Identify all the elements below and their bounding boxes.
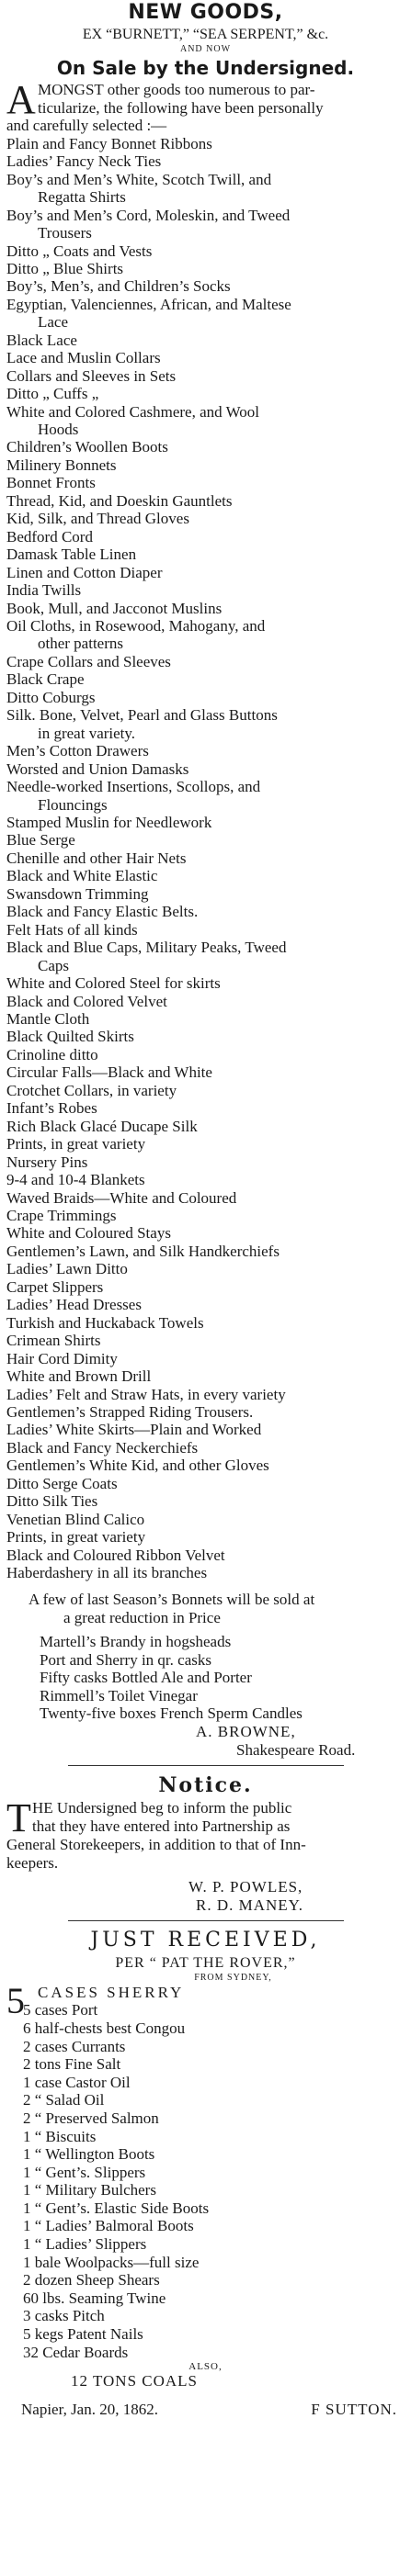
also-line: ALSO, xyxy=(188,2361,223,2373)
goods-list-item: 9-4 and 10-4 Blankets xyxy=(6,1171,145,1189)
notice-signers xyxy=(6,1878,405,1915)
goods-list-item: Black and Blue Caps, Military Peaks, Tweed xyxy=(6,939,287,957)
goods-list-item: Infant’s Robes xyxy=(6,1099,97,1118)
bonnets-notice-line: A few of last Season’s Bonnets will be sold at xyxy=(29,1591,315,1609)
goods-list-item: Worsted and Union Damasks xyxy=(6,759,189,778)
cargo-item: 2 tons Fine Salt xyxy=(23,2055,121,2074)
goods-list-item: Blue Serge xyxy=(6,831,75,849)
cargo-list xyxy=(6,1979,405,2361)
goods-list-item: Ladies’ Head Dresses xyxy=(6,1296,142,1314)
goods-list-item: Gentlemen’s White Kid, and other Gloves xyxy=(6,1457,269,1475)
drop-cap-5: 5 xyxy=(6,1979,25,2021)
goods-list-item: Stamped Muslin for Needlework xyxy=(6,814,212,831)
goods-list-continuation: Hoods xyxy=(38,421,79,439)
goods-list-item: Ladies’ White Skirts—Plain and Worked xyxy=(6,1421,262,1439)
cargo-item: 1 “ Military Bulchers xyxy=(23,2181,156,2199)
notice-line: keepers. xyxy=(6,1853,59,1872)
goods-list-item: Kid, Silk, and Thread Gloves xyxy=(6,510,189,528)
signer-name: F SUTTON. xyxy=(311,2400,397,2418)
intro-line: and carefully selected :— xyxy=(6,117,167,135)
goods-list-item: Crotchet Collars, in variety xyxy=(6,1081,177,1099)
goods-list-item: Turkish and Huckaback Towels xyxy=(6,1313,204,1332)
section-divider xyxy=(68,1920,344,1921)
intro-lines xyxy=(6,77,405,135)
newspaper-advertisement-column xyxy=(6,0,405,2576)
signer-name: A. BROWNE, xyxy=(196,1722,296,1740)
cargo-item: 1 case Castor Oil xyxy=(23,2073,131,2091)
cargo-item: 1 “ Ladies’ Slippers xyxy=(23,2235,147,2254)
goods-list-item: Collars and Sleeves in Sets xyxy=(6,366,177,385)
coals-line-wrap xyxy=(6,2372,405,2390)
goods-list-item: Milinery Bonnets xyxy=(6,456,117,474)
goods-list-item: Chenille and other Hair Nets xyxy=(6,849,187,867)
drop-cap-a: A xyxy=(6,77,36,122)
notice-heading: Notice. xyxy=(158,1772,253,1797)
goods-list-item: Crimean Shirts xyxy=(6,1332,101,1350)
cargo-lead-line: CASES SHERRY xyxy=(38,1983,185,2001)
coals-line: 12 TONS COALS xyxy=(71,2372,199,2390)
goods-list-item: Ladies’ Fancy Neck Ties xyxy=(6,152,162,171)
goods-list-item: Men’s Cotton Drawers xyxy=(6,742,149,760)
goods-list-item: Children’s Woollen Boots xyxy=(6,438,168,456)
goods-list-item: Bonnet Fronts xyxy=(6,474,96,492)
signer-name: R. D. MANEY. xyxy=(196,1895,304,1914)
goods-list-item: Carpet Slippers xyxy=(6,1277,104,1296)
on-sale-heading: On Sale by the Undersigned. xyxy=(56,57,355,79)
from-line: FROM SYDNEY, xyxy=(194,1972,272,1983)
goods-list-continuation: Lace xyxy=(38,313,69,332)
goods-list-item: Black Quilted Skirts xyxy=(6,1028,134,1046)
notice-line: HE Undersigned beg to inform the public xyxy=(32,1798,292,1817)
goods-list-item: Ditto „ Blue Shirts xyxy=(6,259,124,277)
section-divider xyxy=(68,1765,344,1766)
intro-line: MONGST other goods too numerous to par- xyxy=(38,81,315,98)
browne-signature xyxy=(6,1723,405,1760)
goods-list-item: Venetian Blind Calico xyxy=(6,1510,145,1528)
goods-list-item: White and Coloured Stays xyxy=(6,1224,171,1243)
goods-list-item: Prints, in great variety xyxy=(6,1135,146,1153)
goods-list-item: Hair Cord Dimity xyxy=(6,1349,118,1367)
date-line: Napier, Jan. 20, 1862. xyxy=(21,2400,158,2418)
goods-list-item: Black Crape xyxy=(6,670,85,689)
goods-list-item: Boy’s and Men’s Cord, Moleskin, and Tweed xyxy=(6,206,291,224)
goods-list-item: Linen and Cotton Diaper xyxy=(6,563,163,581)
cargo-item: 2 dozen Sheep Shears xyxy=(23,2271,160,2289)
bonnets-notice xyxy=(6,1591,405,1627)
goods-list-item: Bedford Cord xyxy=(6,527,93,546)
spirits-item: Rimmell’s Toilet Vinegar xyxy=(40,1686,198,1704)
goods-list-item: Ditto Serge Coats xyxy=(6,1474,118,1492)
goods-list-item: Lace and Muslin Collars xyxy=(6,349,161,367)
spirits-list xyxy=(6,1633,405,1722)
cargo-item: 1 “ Biscuits xyxy=(23,2127,97,2145)
goods-list-item: Crape Collars and Sleeves xyxy=(6,652,171,670)
goods-list-item: Crinoline ditto xyxy=(6,1045,98,1063)
goods-list-item: Boy’s and Men’s White, Scotch Twill, and xyxy=(6,170,272,188)
goods-list-item: Ditto „ Coats and Vests xyxy=(6,242,153,260)
notice-paragraph xyxy=(6,1794,405,1873)
goods-list-continuation: Flouncings xyxy=(38,795,108,814)
new-goods-advertisement xyxy=(6,0,405,1760)
goods-list-item: Gentlemen’s Strapped Riding Trousers. xyxy=(6,1402,254,1421)
goods-list-continuation: Regatta Shirts xyxy=(38,188,126,207)
ship-line: PER “ PAT THE ROVER,” xyxy=(115,1954,296,1971)
goods-list-item: Oil Cloths, in Rosewood, Mahogany, and xyxy=(6,617,266,636)
spirits-item: Fifty casks Bottled Ale and Porter xyxy=(40,1669,252,1687)
goods-list-item: Nursery Pins xyxy=(6,1153,88,1171)
goods-list-item: Ditto Silk Ties xyxy=(6,1492,98,1511)
intro-paragraph xyxy=(6,77,405,135)
goods-list-item: Ladies’ Felt and Straw Hats, in every variety xyxy=(6,1385,286,1403)
goods-list-item: Boy’s, Men’s, and Children’s Socks xyxy=(6,277,231,296)
cargo-item: 1 “ Gent’s. Elastic Side Boots xyxy=(23,2199,210,2217)
goods-list xyxy=(6,135,405,1582)
goods-list-item: White and Colored Steel for skirts xyxy=(6,974,221,993)
goods-list-item: Ditto „ Cuffs „ xyxy=(6,385,99,403)
bonnets-notice-line: a great reduction in Price xyxy=(63,1609,221,1627)
goods-list-item: Black and Fancy Elastic Belts. xyxy=(6,903,199,921)
goods-list-item: Gentlemen’s Lawn, and Silk Handkerchiefs xyxy=(6,1242,280,1260)
goods-list-item: Book, Mull, and Jacconot Muslins xyxy=(6,599,223,617)
goods-list-item: Plain and Fancy Bonnet Ribbons xyxy=(6,134,212,152)
notice-advertisement xyxy=(6,1772,405,1915)
goods-list-item: Black and Colored Velvet xyxy=(6,992,167,1010)
goods-list-continuation: other patterns xyxy=(38,635,123,653)
cargo-item: 6 half-chests best Congou xyxy=(23,2019,186,2037)
goods-list-continuation: Trousers xyxy=(38,224,92,242)
cargo-item: 32 Cedar Boards xyxy=(23,2343,129,2361)
ad-headline: NEW GOODS, xyxy=(128,1,283,24)
goods-list-item: Circular Falls—Black and White xyxy=(6,1063,212,1082)
goods-list-item: Damask Table Linen xyxy=(6,546,137,564)
cargo-item: 5 cases Port xyxy=(23,2001,98,2019)
goods-list-item: Felt Hats of all kinds xyxy=(6,920,138,939)
just-received-heading: JUST RECEIVED, xyxy=(90,1928,321,1952)
drop-cap-t: T xyxy=(6,1794,31,1840)
goods-list-item: Black Lace xyxy=(6,331,77,349)
cargo-item: 1 bale Woolpacks—full size xyxy=(23,2253,200,2271)
goods-list-item: Rich Black Glacé Ducape Silk xyxy=(6,1117,198,1135)
just-received-advertisement xyxy=(6,1927,405,2420)
cargo-item: 1 “ Wellington Boots xyxy=(23,2145,155,2164)
goods-list-item: Swansdown Trimming xyxy=(6,884,149,903)
goods-list-continuation: in great variety. xyxy=(38,724,136,742)
signer-address: Shakespeare Road. xyxy=(236,1740,356,1759)
goods-list-item: White and Brown Drill xyxy=(6,1367,152,1386)
goods-list-item: Black and Fancy Neckerchiefs xyxy=(6,1438,199,1457)
goods-list-item: Black and White Elastic xyxy=(6,867,158,885)
signer-name: W. P. POWLES, xyxy=(188,1877,303,1895)
spirits-item: Twenty-five boxes French Sperm Candles xyxy=(40,1704,303,1723)
goods-list-item: Egyptian, Valenciennes, African, and Maltese xyxy=(6,295,291,313)
cargo-item: 60 lbs. Seaming Twine xyxy=(23,2289,166,2307)
goods-list-item: Silk. Bone, Velvet, Pearl and Glass Buttons xyxy=(6,706,278,725)
goods-list-item: Waved Braids—White and Coloured xyxy=(6,1188,237,1207)
cargo-item: 1 “ Ladies’ Balmoral Boots xyxy=(23,2217,194,2235)
spirits-item: Port and Sherry in qr. casks xyxy=(40,1650,211,1669)
goods-list-item: Ditto Coburgs xyxy=(6,688,96,706)
goods-list-item: Mantle Cloth xyxy=(6,1009,90,1028)
goods-list-continuation: Caps xyxy=(38,956,69,974)
notice-line: General Storekeepers, in addition to that of Inn- xyxy=(6,1835,306,1853)
goods-list-item: Crape Trimmings xyxy=(6,1206,117,1224)
cargo-item: 5 kegs Patent Nails xyxy=(23,2325,143,2344)
notice-line: that they have entered into Partnership as xyxy=(32,1817,291,1835)
goods-list-item: Ladies’ Lawn Ditto xyxy=(6,1260,128,1278)
footer-row xyxy=(6,2400,405,2420)
goods-list-item: Needle-worked Insertions, Scollops, and xyxy=(6,778,261,796)
goods-list-item: Black and Coloured Ribbon Velvet xyxy=(6,1546,225,1564)
cargo-item: 2 “ Salad Oil xyxy=(23,2091,105,2109)
goods-list-item: India Twills xyxy=(6,581,82,600)
cargo-item: 1 “ Gent’s. Slippers xyxy=(23,2163,146,2181)
spirits-item: Martell’s Brandy in hogsheads xyxy=(40,1633,232,1651)
goods-list-item: White and Colored Cashmere, and Wool xyxy=(6,402,259,421)
ship-names-line: EX “BURNETT,” “SEA SERPENT,” &c. xyxy=(82,27,329,42)
cargo-item: 2 “ Preserved Salmon xyxy=(23,2109,159,2127)
cargo-item: 2 cases Currants xyxy=(23,2037,126,2055)
goods-list-item: Thread, Kid, and Doeskin Gauntlets xyxy=(6,491,233,510)
goods-list-item: Haberdashery in all its branches xyxy=(6,1564,208,1582)
intro-line: ticularize, the following have been personally xyxy=(38,98,324,117)
goods-list-item: Prints, in great variety xyxy=(6,1528,146,1547)
and-now-line: AND NOW xyxy=(179,44,232,54)
cargo-item: 3 casks Pitch xyxy=(23,2307,105,2325)
